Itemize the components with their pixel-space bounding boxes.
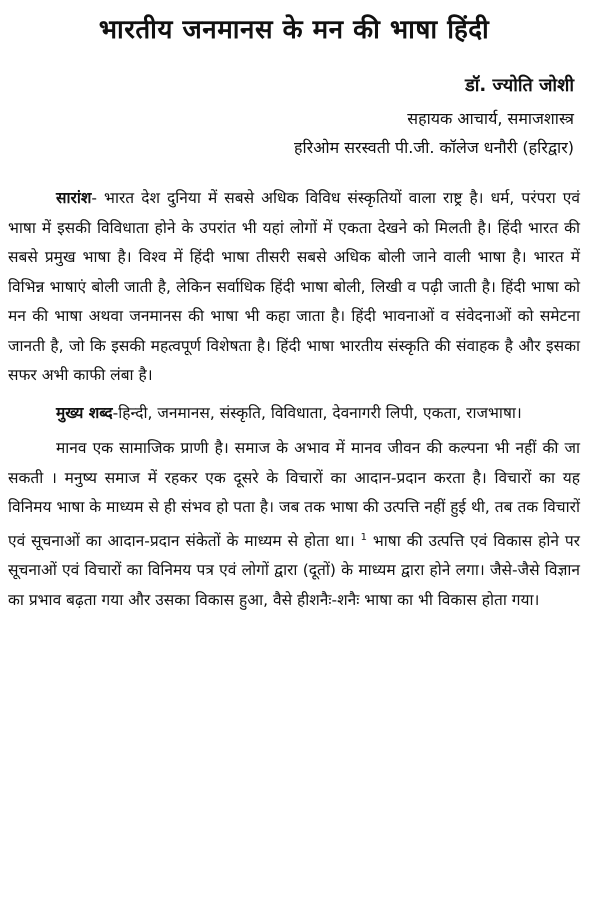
author-block — [8, 72, 574, 162]
keywords-text: -हिन्दी, जनमानस, संस्कृति, विविधाता, देवनागरी लिपी, एकता, राजभाषा। — [112, 403, 522, 422]
abstract-text: - भारत देश दुनिया में सबसे अधिक विविध संस्कृतियों वाला राष्ट्र है। धर्म, परंपरा एवं भाषा में इसकी विविधाता होने के उपरांत भी यहां लोगों में एकता देखने को मिलती है। हिंदी भारत की सबसे प्रमुख भाषा है। विश्व में हिंदी भाषा तीसरी सबसे अधिक बोली जाने वाली भाषा है। भारत में विभिन्न भाषाएं बोली जाती है, लेकिन सर्वाधिक हिंदी भाषा बोली, लिखी व पढ़ी जाती है। हिंदी भाषा को मन की भाषा अथवा जनमानस की भाषा भी कहा जाता है। हिंदी भावनाओं व संवेदनाओं को समेटना जानती है, जो कि इसकी महत्वपूर्ण विशेषता है। हिंदी भाषा भारतीय संस्कृति की संवाहक है और इसका सफर अभी काफी लंबा है। — [8, 189, 580, 384]
author-designation: सहायक आचार्य, समाजशास्त्र — [407, 109, 574, 128]
body-paragraph — [8, 434, 580, 615]
abstract-label: सारांश — [56, 189, 92, 207]
paper-title: भारतीय जनमानस के मन की भाषा हिंदी — [98, 15, 490, 45]
abstract-paragraph — [8, 184, 580, 391]
keywords-label: मुख्य शब्द — [56, 403, 113, 422]
author-affiliation: हरिओम सरस्वती पी.जी. कॉलेज धनौरी (हरिद्वार) — [294, 138, 574, 157]
author-name: डॉ. ज्योति जोशी — [465, 75, 574, 96]
footnote-reference: 1 — [360, 531, 367, 543]
body-text-part-2: भाषा की उत्पत्ति एवं विकास होने पर सूचनाओं एवं विचारों का विनिमय पत्र एवं लोगों द्वारा (दूतों) के माध्यम द्वारा होने लगा। जैसे-जैसे विज्ञान का प्रभाव बढ़ता गया और उसका विकास हुआ, वैसे हीशनैः-शनैः भाषा का भी विकास होता गया। — [8, 531, 580, 609]
body-text-part-1: मानव एक सामाजिक प्राणी है। समाज के अभाव में मानव जीवन की कल्पना भी नहीं की जा सकती । मनुष्य समाज में रहकर एक दूसरे के विचारों का आदान-प्रदान करता है। विचारों का यह विनिमय भाषा के माध्यम से ही संभव हो पता है। जब तक भाषा की उत्पत्ति नहीं हुई थी, तब तक विचारों एवं सूचनाओं का आदान-प्रदान संकेतों के माध्यम से होता था। — [8, 439, 580, 550]
keywords-paragraph — [8, 399, 580, 429]
